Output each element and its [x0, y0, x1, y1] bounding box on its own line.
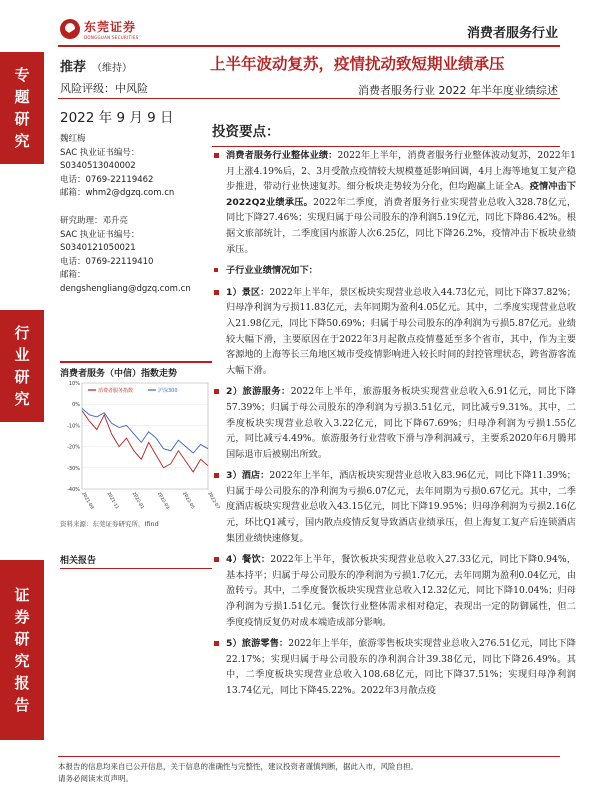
- analyst-cert-label: SAC 执业证书编号：: [60, 147, 140, 158]
- x-tick-label: 2022-05: [181, 491, 195, 511]
- company-logo: [60, 18, 138, 40]
- chart-title: 消费者服务（中信）指数走势: [60, 361, 212, 377]
- analyst-phone: 电话：0769-22119462: [60, 174, 154, 185]
- sidebar-char: 证: [14, 586, 30, 604]
- sidebar-char: 报: [14, 674, 30, 692]
- sidebar-char: 研: [14, 368, 30, 386]
- rating-label: 推荐: [60, 60, 87, 75]
- para-text: 2022年上半年，旅游零售板块实现营业总收入276.51亿元，同比下降22.17%；实现归属于母公司股东的净利润合计39.38亿元，同比下降26.49%。其中，二季度板块实现营业总收入108.68亿元，同比下降37.51%；实现归母净利润13.74亿元，同比下降45.22%。2022年3月散点疫: [226, 638, 576, 696]
- para-text: 2022年上半年，景区板块实现营业总收入44.73亿元，同比下降37.82%；归母净利润为亏损11.83亿元，去年同期为盈利4.05亿元。其中，二季度实现营业总收入21.98亿元，同比下降50.69%；归属于母公司股东的净利润为亏损5.87亿元。业绩较大幅下滑，主要原因在于2022年3月起散点疫情蔓延至多个省市，其中，作为主要客源地的上海等长三角地区城市受疫情影响进入较长时间的封控管理状态，跨省游客流大幅下滑。: [226, 286, 576, 376]
- para-text2: 2022年二季度，消费者服务行业实现营业总收入328.78亿元，同比下降27.46%；实现归属于母公司股东的净利润5.19亿元，同比下降86.42%。根据文旅部统计，二季度国内旅游人次6.25亿，同比下降26.2%，疫情冲击下板块业绩承压。: [226, 196, 577, 255]
- x-tick-label: 2022-01: [130, 491, 145, 511]
- analyst-email: 邮箱：whm2@dgzq.com.cn: [60, 188, 175, 199]
- x-tick-label: 2021-09: [80, 491, 95, 511]
- scenic-paragraph: [214, 285, 576, 379]
- series-line-0: [82, 411, 208, 472]
- assistant-cert-label: SAC 执业证书编号：: [60, 229, 140, 240]
- rating-status: （维持）: [92, 63, 133, 74]
- sidebar-tag-special: [0, 52, 44, 164]
- assistant-email-label: 邮箱：: [60, 270, 86, 281]
- report-date: 2022 年 9 月 9 日: [60, 110, 174, 126]
- y-tick-label: -40%: [67, 487, 80, 493]
- para-text: 2022年上半年，酒店板块实现营业总收入83.96亿元，同比下降11.39%；归属于母公司股东的净利润为亏损6.07亿元，去年同期为亏损0.67亿元。其中，二季度酒店板块实现营业总收入43.15亿元，同比下降19.95%；归母净利润为亏损2.16亿元，环比Q1减亏，国内散点疫情反复导致酒店业绩承压，但上海复工复产后连锁酒店集团业绩快速修复。: [226, 470, 576, 544]
- travel-retail-paragraph: [214, 636, 576, 698]
- chart-source: 资料来源：东莞证券研究所，Ifind: [60, 520, 159, 528]
- plot-frame: [82, 383, 208, 489]
- x-tick-label: 2021-11: [105, 491, 120, 511]
- footer-line: 请务必阅读末页声明。: [58, 774, 133, 783]
- legend-label: 沪深300: [158, 388, 178, 394]
- assistant-name: 研究助理：邓升亮: [60, 215, 129, 226]
- logo-mark-icon: [60, 19, 80, 39]
- y-tick-label: 0%: [72, 402, 80, 409]
- investment-points-title: 投资要点：: [212, 120, 560, 147]
- report-title: 上半年波动复苏，疫情扰动致短期业绩承压: [210, 55, 505, 73]
- para-highlight: 疫情冲击下2022Q2业绩承压。: [226, 181, 576, 208]
- para-title: 子行业业绩情况如下：: [226, 265, 318, 277]
- header-divider: [58, 45, 560, 47]
- assistant-phone: 电话：0769-22119410: [60, 256, 154, 267]
- sidebar-tag-report: [0, 560, 44, 740]
- investment-points: [214, 148, 576, 705]
- rating: [60, 56, 132, 75]
- sidebar-char: 告: [14, 696, 30, 714]
- assistant-cert: S0340121050021: [60, 243, 136, 254]
- travel-service-paragraph: [214, 384, 576, 462]
- legend-label: 消费者服务指数: [98, 388, 134, 394]
- chart-svg: [60, 377, 221, 517]
- sidebar-char: 研: [14, 630, 30, 648]
- sidebar-char: 究: [14, 132, 30, 150]
- analyst-name: 魏红梅: [60, 134, 86, 144]
- x-tick-label: 2022-07: [206, 491, 221, 511]
- sidebar-char: 券: [14, 608, 30, 626]
- subtitle-divider: [58, 98, 560, 99]
- sidebar-char: 行: [14, 324, 30, 342]
- footer-line: 本报告的信息均来自已公开信息，关于信息的准确性与完整性，建议投资者谨慎判断，据此入市，风险自担。: [58, 762, 418, 771]
- header-industry: 消费者服务行业: [466, 26, 558, 41]
- sidebar-char: 究: [14, 390, 30, 408]
- y-tick-label: -20%: [67, 444, 80, 451]
- para-title: 3）酒店：: [226, 470, 270, 482]
- para-text: 2022年上半年，旅游服务板块实现营业总收入6.91亿元，同比下降57.39%；归属于母公司股东的净利润为亏损3.51亿元，同比减亏9.31%。其中，二季度板块实现营业总收入3.22亿元，同比下降67.69%；归母净利润为亏损1.55亿元，同比减亏4.49%。旅游服务行业营收下滑与净利润减亏，主要系2020年6月腾邦国际退市后被剔出所致。: [226, 386, 576, 460]
- sidebar-tag-industry: [0, 310, 44, 422]
- logo-name-en: DONGGUAN SECURITIES: [84, 35, 139, 40]
- y-tick-label: -10%: [67, 423, 80, 430]
- sidebar-char: 题: [14, 88, 30, 106]
- footer-disclaimer: [58, 756, 560, 785]
- para-title: 1）景区：: [226, 286, 270, 298]
- sidebar-char: 专: [14, 66, 30, 84]
- x-tick-label: 2022-03: [155, 491, 170, 511]
- related-reports-heading: 相关报告: [60, 553, 212, 569]
- sidebar-char: 研: [14, 110, 30, 128]
- index-chart: [60, 361, 221, 543]
- para-title: 消费者服务行业整体业绩：: [226, 150, 338, 161]
- assistant-email: dengshengliang@dgzq.com.cn: [60, 283, 191, 294]
- para-title: 2）旅游服务：: [226, 386, 291, 398]
- analyst-cert: S0340513040002: [60, 161, 136, 172]
- risk-rating: 风险评级：中风险: [60, 82, 148, 95]
- summary-paragraph: [214, 148, 576, 257]
- para-title: 4）餐饮：: [226, 554, 271, 566]
- y-tick-label: -30%: [67, 465, 80, 472]
- series-line-1: [82, 408, 208, 453]
- para-text: 2022年上半年，消费者服务行业整体波动复苏，2022年1月上涨4.19%后，2、3月受散点疫情较大规模蔓延影响回调，4月上海等地复工复产稳步推进，带动行业快速复苏。细分板块走势较为分化，但均跑赢上证全A。: [226, 150, 577, 193]
- logo-name: 东莞证券: [84, 20, 137, 34]
- sidebar-char: 究: [14, 652, 30, 670]
- report-subtitle: 消费者服务行业 2022 年半年度业绩综述: [358, 84, 558, 97]
- subsector-heading: [214, 263, 576, 279]
- para-text: 2022年上半年，餐饮板块实现营业总收入27.33亿元，同比下降0.94%，基本持平；归属于母公司股东的净利润为亏损1.7亿元，去年同期为盈利0.04亿元，由盈转亏。其中，二季度餐饮板块实现营业总收入12.32亿元，同比下降10.04%；归母净利润为亏损1.51亿元。餐饮行业整体需求相对稳定，表现出一定的防御属性，但二季度疫情反复仍对成本端造成部分影响。: [226, 554, 576, 628]
- hotel-paragraph: [214, 468, 576, 546]
- catering-paragraph: [214, 552, 576, 630]
- sidebar-char: 业: [14, 346, 30, 364]
- para-title: 5）旅游零售：: [226, 638, 289, 650]
- y-tick-label: 10%: [68, 381, 80, 387]
- analyst-info: [60, 133, 200, 297]
